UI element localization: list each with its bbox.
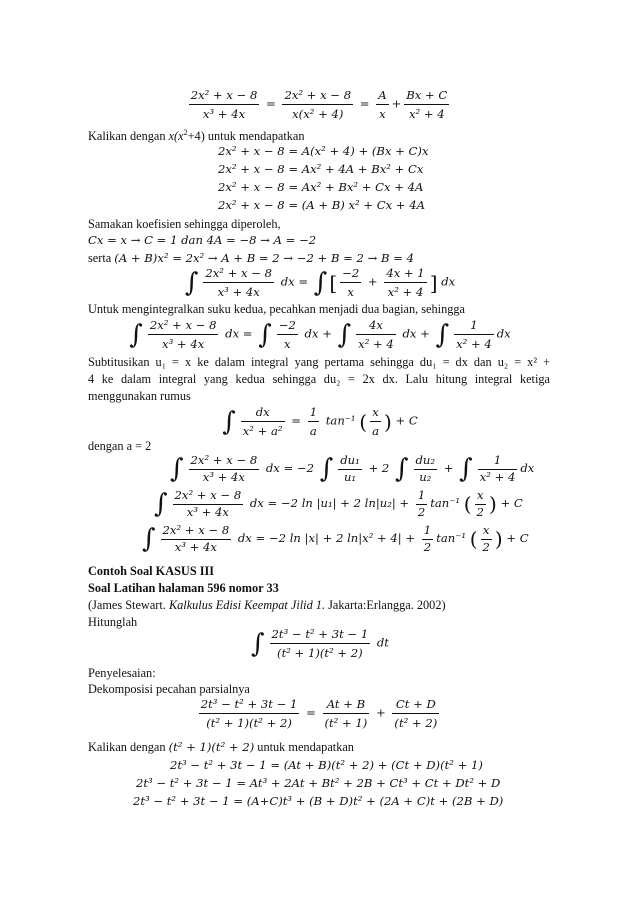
partial-fraction-equation: $\frac{\text{2t³ − t² + 3t − 1}}{\text{(t² + 1)(t² + 2)}}$ = $\frac{At + B}{\text{(t² + 1)}}$ + $\frac{Ct + D}{\text{(t² + 2)}}$ — [200, 697, 438, 730]
equation-line: 2t³ − t² + 3t − 1 = (At + B)(t² + 2) + (Ct + D)(t² + 1) — [170, 758, 483, 772]
fraction: $\frac{\text{2x² + x − 8}}{\text{x³ + 4x}}$ — [174, 488, 242, 519]
fraction: $\frac{\text{2x² + x − 8}}{\text{x³ + 4x}}$ — [149, 318, 217, 351]
fraction: $\frac{x}{2}$ — [482, 523, 490, 554]
fraction: $\frac{x}{2}$ — [476, 488, 484, 519]
integral-sign: ∫ — [154, 489, 168, 520]
fraction: $\frac{4x}{\text{x² + 4}}$ — [358, 318, 394, 351]
paragraph-kalikan: Kalikan dengan $x(x^2+4)$ untuk mendapatkan — [88, 128, 305, 144]
fraction: $\frac{\text{2x² + x − 8}}{\text{x³ + 4x}}$ — [205, 266, 273, 299]
fraction: $\frac{-2}{x}$ — [278, 318, 296, 351]
equation-line: 2x² + x − 8 = A(x² + 4) + (Bx + C)x — [218, 144, 429, 158]
integral-equation: ∫ $\frac{\text{2x² + x − 8}}{\text{x³ + 4x}}$ dx = −2 ln |x| + 2 ln|x² + 4| + $\frac{1}{2}$ tan⁻¹ ( $\frac{x}{2}$ ) + C — [142, 523, 529, 555]
integral-sign: ∫ — [337, 319, 352, 350]
fraction: $\frac{dx}{\text{x² + a²}}$ — [242, 405, 283, 438]
fraction: $\frac{\text{2x² + x − 8}}{\text{x³ + 4x}}$ — [190, 453, 258, 484]
paragraph-kalikan: Kalikan dengan (t² + 1)(t² + 2) untuk mendapatkan — [88, 740, 354, 754]
integral-sign: ∫ — [459, 454, 473, 485]
fraction: $\frac{At + B}{\text{(t² + 1)}}$ — [324, 697, 368, 730]
integral-sign: ∫ — [142, 524, 156, 555]
section-subheading: Soal Latihan halaman 596 nomor 33 — [88, 581, 279, 595]
fraction: $\frac{Ct + D}{\text{(t² + 2)}}$ — [394, 697, 438, 730]
integral-sign: ∫ — [258, 319, 272, 350]
paragraph-penyelesaian: Penyelesaian: — [88, 666, 156, 680]
fraction: $\frac{\text{2t³ − t² + 3t − 1}}{\text{(t² + 1)(t² + 2)}}$ — [200, 697, 298, 730]
integral-sign: ∫ — [251, 628, 265, 659]
fraction: $\frac{\text{2x² + x − 8}}{\text{x³ + 4x}}$ — [190, 88, 258, 121]
paragraph-subtitusikan: Subtitusikan u₁ = x ke dalam integral yang pertama sehingga du₁ = dx dan u₂ = x² + — [88, 355, 550, 369]
paragraph-dengan: dengan a = 2 — [88, 439, 152, 453]
integral-sign: ∫ — [222, 406, 236, 437]
paragraph-untuk: Untuk mengintegralkan suku kedua, pecahkan menjadi dua bagian, sehingga — [88, 302, 465, 316]
equation-line: Cx = x → C = 1 dan 4A = −8 → A = −2 — [88, 233, 317, 247]
integral-equation: ∫ $\frac{\text{2x² + x − 8}}{\text{x³ + 4x}}$ dx = −2 ∫ $\frac{\text{du₁}}{\text{u₁}}$ + 2 ∫ $\frac{\text{du₂}}{\text{u₂}}$ + ∫ $\frac{1}{\text{x² + 4}}$ dx — [170, 453, 535, 485]
fraction: $\frac{1}{\text{x² + 4}}$ — [456, 318, 492, 351]
integral-sign: ∫ — [184, 267, 199, 298]
integral-formula: ∫ $\frac{dx}{\text{x² + a²}}$ = $\frac{1}{a}$ tan⁻¹ ( $\frac{x}{a}$ ) + C — [222, 405, 418, 438]
integral-sign: ∫ — [313, 267, 328, 298]
paragraph-subtitusikan: menggunakan rumus — [88, 389, 191, 403]
reference: (James Stewart. Kalkulus Edisi Keempat Jilid 1. Jakarta:Erlangga. 2002) — [88, 598, 446, 612]
fraction: $\frac{1}{2}$ — [423, 523, 432, 554]
fraction: $\frac{A}{x}$ — [378, 88, 387, 121]
paragraph-subtitusikan: 4 ke dalam integral yang kedua sehingga du₂ = 2x dx. Lalu hitung integral ketiga — [88, 372, 550, 386]
integral-equation: ∫ $\frac{\text{2x² + x − 8}}{\text{x³ + 4x}}$ dx = ∫ $\frac{-2}{x}$ dx + ∫ $\frac{4x}{\text{x² + 4}}$ dx + ∫ $\frac{1}{\text{x² + 4}}$ dx — [129, 318, 511, 351]
equation-line: 2x² + x − 8 = Ax² + Bx² + Cx + 4A — [218, 180, 424, 194]
paragraph-hitunglah: Hitunglah — [88, 615, 138, 629]
fraction: $\frac{x}{a}$ — [372, 405, 379, 438]
fraction: $\frac{\text{2t³ − t² + 3t − 1}}{\text{(t² + 1)(t² + 2)}}$ — [271, 627, 369, 660]
equation-line: serta (A + B)x² = 2x² → A + B = 2 → −2 + B = 2 → B = 4 — [88, 251, 414, 265]
fraction: $\frac{1}{\text{x² + 4}}$ — [479, 453, 516, 484]
paragraph-dekomposisi: Dekomposisi pecahan parsialnya — [88, 682, 250, 696]
paragraph-samakan: Samakan koefisien sehingga diperoleh, — [88, 217, 281, 231]
fraction: $\frac{Bx + C}{\text{x² + 4}}$ — [406, 88, 448, 121]
fraction: $\frac{1}{a}$ — [309, 405, 318, 438]
fraction: $\frac{\text{2x² + x − 8}}{\text{x³ + 4x}}$ — [162, 523, 230, 554]
fraction: $\frac{\text{du₁}}{\text{u₁}}$ — [340, 453, 360, 484]
equation-line: 2t³ − t² + 3t − 1 = At³ + 2At + Bt² + 2B + Ct³ + Ct + Dt² + D — [136, 776, 501, 790]
equation-line: 2x² + x − 8 = (A + B) x² + Cx + 4A — [218, 198, 425, 212]
integral-equation: ∫ $\frac{\text{2x² + x − 8}}{\text{x³ + 4x}}$ dx = −2 ln |u₁| + 2 ln|u₂| + $\frac{1}{2}$ tan⁻¹ ( $\frac{x}{2}$ ) + C — [154, 488, 523, 520]
integral-equation: ∫ $\frac{\text{2x² + x − 8}}{\text{x³ + 4x}}$ dx = ∫ [ $\frac{-2}{x}$ + $\frac{4x + 1}{\text{x² + 4}}$ ] dx — [184, 266, 456, 299]
integral-sign: ∫ — [435, 319, 450, 350]
integral-sign: ∫ — [319, 454, 334, 485]
partial-fraction-equation: $\frac{\text{2x² + x − 8}}{\text{x³ + 4x}}$ = $\frac{\text{2x² + x − 8}}{\text{x(x² + 4)}}$ = $\frac{A}{x}$ + $\frac{Bx + C}{\text{x² + 4}}$ — [190, 88, 448, 121]
section-heading: Contoh Soal KASUS III — [88, 564, 215, 578]
fraction: $\frac{4x + 1}{\text{x² + 4}}$ — [386, 266, 425, 299]
fraction: $\frac{-2}{x}$ — [342, 266, 360, 299]
integral-sign: ∫ — [129, 319, 143, 350]
integral-sign: ∫ — [170, 454, 184, 485]
integral-sign: ∫ — [394, 454, 409, 485]
equation-line: 2t³ − t² + 3t − 1 = (A+C)t³ + (B + D)t² + (2A + C)t + (2B + D) — [133, 794, 504, 808]
equation-line: 2x² + x − 8 = Ax² + 4A + Bx² + Cx — [218, 162, 424, 176]
fraction: $\frac{\text{2x² + x − 8}}{\text{x(x² + 4)}}$ — [284, 88, 352, 121]
fraction: $\frac{1}{2}$ — [417, 488, 426, 519]
fraction: $\frac{\text{du₂}}{\text{u₂}}$ — [415, 453, 436, 484]
integral-problem: ∫ $\frac{\text{2t³ − t² + 3t − 1}}{\text{(t² + 1)(t² + 2)}}$ dt — [251, 627, 389, 660]
